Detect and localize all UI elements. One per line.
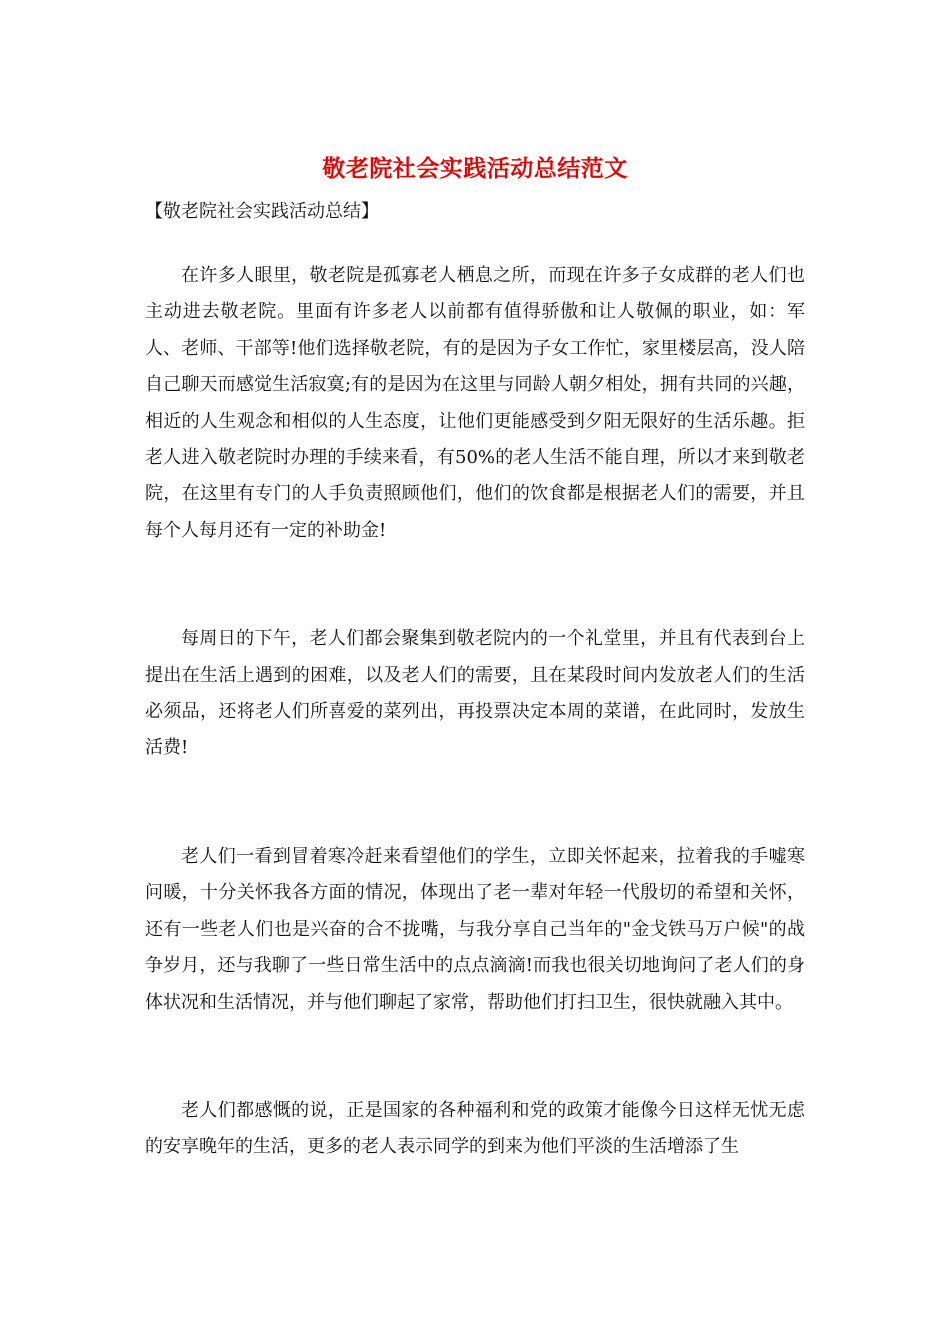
document-subtitle: 【敬老院社会实践活动总结】 <box>145 201 379 222</box>
document-title: 敬老院社会实践活动总结范文 <box>322 155 628 182</box>
document-body <box>145 258 805 1166</box>
paragraph-4: 老人们都感慨的说，正是国家的各种福利和党的政策才能像今日这样无忧无虑的安享晚年的生活，更多的老人表示同学的到来为他们平淡的生活增添了生 <box>145 1099 805 1158</box>
paragraph-1: 在许多人眼里，敬老院是孤寡老人栖息之所，而现在许多子女成群的老人们也主动进去敬老院。里面有许多老人以前都有值得骄傲和让人敬佩的职业，如：军人、老师、干部等!他们选择敬老院，有的是因为子女工作忙，家里楼层高，没人陪自己聊天而感觉生活寂寞;有的是因为在这里与同龄人朝夕相处，拥有共同的兴趣，相近的人生观念和相似的人生态度，让他们更能感受到夕阳无限好的生活乐趣。拒老人进入敬老院时办理的手续来看，有50%的老人生活不能自理，所以才来到敬老院，在这里有专门的人手负责照顾他们，他们的饮食都是根据老人们的需要，并且每个人每月还有一定的补助金! <box>145 265 805 541</box>
paragraph-spacer <box>145 767 805 839</box>
paragraph-spacer <box>145 549 805 621</box>
paragraph-spacer <box>145 1021 805 1093</box>
paragraph-3: 老人们一看到冒着寒冷赶来看望他们的学生，立即关怀起来，拉着我的手嘘寒问暖，十分关怀我各方面的情况，体现出了老一辈对年轻一代殷切的希望和关怀，还有一些老人们也是兴奋的合不拢嘴，与我分享自己当年的"金戈铁马万户候"的战争岁月，还与我聊了一些日常生活中的点点滴滴!而我也很关切地询问了老人们的身体状况和生活情况，并与他们聊起了家常，帮助他们打扫卫生，很快就融入其中。 <box>145 845 805 1013</box>
paragraph-2: 每周日的下午，老人们都会聚集到敬老院内的一个礼堂里，并且有代表到台上提出在生活上遇到的困难，以及老人们的需要，且在某段时间内发放老人们的生活必须品，还将老人们所喜爱的菜列出，再投票决定本周的菜谱，在此同时，发放生活费! <box>145 628 805 759</box>
